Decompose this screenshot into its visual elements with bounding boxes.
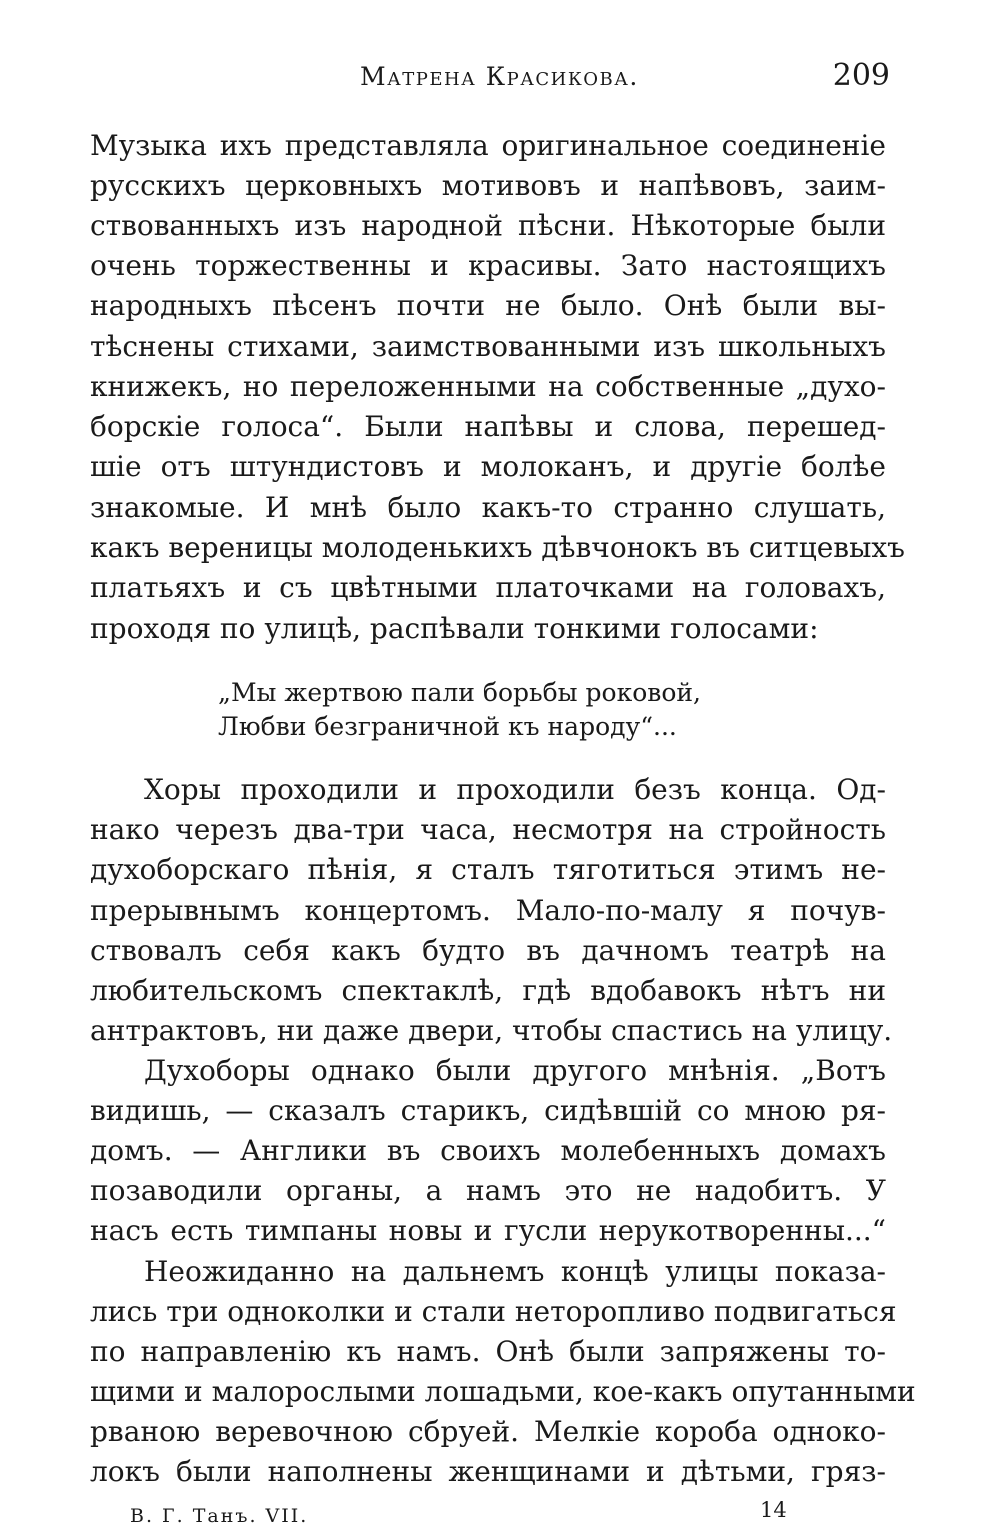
text-line: народныхъ пѣсенъ почти не было. Онѣ были вы- [90, 289, 886, 322]
page-number: 209 [832, 58, 890, 93]
text-line: Хоры проходили и проходили безъ конца. Од- [144, 773, 886, 806]
text-line: ствованныхъ изъ народной пѣсни. Нѣкоторые были [90, 209, 886, 242]
text-line: ствовалъ себя какъ будто въ дачномъ театрѣ на [90, 934, 886, 967]
text-line: лись три одноколки и стали неторопливо подвигаться [90, 1295, 897, 1328]
text-line: шie отъ штундистовъ и молоканъ, и другie болѣе [90, 450, 886, 483]
text-line: нако черезъ два-три часа, несмотря на стройность [90, 813, 886, 846]
text-line: видишь, — сказалъ старикъ, сидѣвшiй со мною ря- [90, 1094, 886, 1127]
text-line: домъ. — Англики въ своихъ молебенныхъ домахъ [90, 1134, 886, 1167]
footer-sheet-number: 14 [760, 1498, 787, 1522]
text-line: какъ вереницы молоденькихъ дѣвчонокъ въ ситцевыхъ [90, 531, 905, 564]
text-line: Музыка ихъ представляла оригинальное соединенie [90, 129, 886, 162]
text-line: русскихъ церковныхъ мотивовъ и напѣвовъ, заим- [90, 169, 886, 202]
text-line: позаводили органы, а намъ это не надобитъ. У [90, 1174, 886, 1207]
text-line: по направленiю къ намъ. Онѣ были запряжены то- [90, 1335, 886, 1368]
text-line: насъ есть тимпаны новы и гусли нерукотворенны...“ [90, 1214, 886, 1247]
footer-signature: В. Г. Танъ. VII. [130, 1505, 309, 1527]
text-line: прерывнымъ концертомъ. Мало-по-малу я почув- [90, 894, 886, 927]
verse-line: Любви безграничной къ народу“... [218, 712, 677, 741]
text-line: Духоборы однако были другого мнѣнiя. „Вотъ [144, 1054, 886, 1087]
text-line: борскiе голоса“. Были напѣвы и слова, перешед- [90, 410, 886, 443]
text-line: Неожиданно на дальнемъ концѣ улицы показа- [144, 1255, 886, 1288]
running-title: Матрена Красикова. [360, 62, 639, 91]
text-line: знакомые. И мнѣ было какъ-то странно слушать, [90, 491, 886, 524]
text-line: любительскомъ спектаклѣ, гдѣ вдобавокъ нѣтъ ни [90, 974, 886, 1007]
text-line: антрактовъ, ни даже двери, чтобы спастись на улицу. [90, 1014, 893, 1047]
text-line: очень торжественны и красивы. Зато настоящихъ [90, 249, 886, 282]
text-line: платьяхъ и съ цвѣтными платочками на головахъ, [90, 571, 886, 604]
text-line: книжекъ, но переложенными на собственные „духо- [90, 370, 886, 403]
verse-line: „Мы жертвою пали борьбы роковой, [218, 678, 701, 707]
text-line: тѣснены стихами, заимствованными изъ школьныхъ [90, 330, 886, 363]
text-line: рваною веревочною сбруей. Мелкie короба одноко- [90, 1415, 886, 1448]
page-header [90, 58, 890, 102]
text-line: проходя по улицѣ, распѣвали тонкими голосами: [90, 612, 819, 645]
text-line: духоборскаго пѣнiя, я сталъ тяготиться этимъ не- [90, 853, 886, 886]
text-line: локъ были наполнены женщинами и дѣтьми, гряз- [90, 1455, 886, 1488]
text-line: щими и малорослыми лошадьми, кое-какъ опутанными [90, 1375, 916, 1408]
